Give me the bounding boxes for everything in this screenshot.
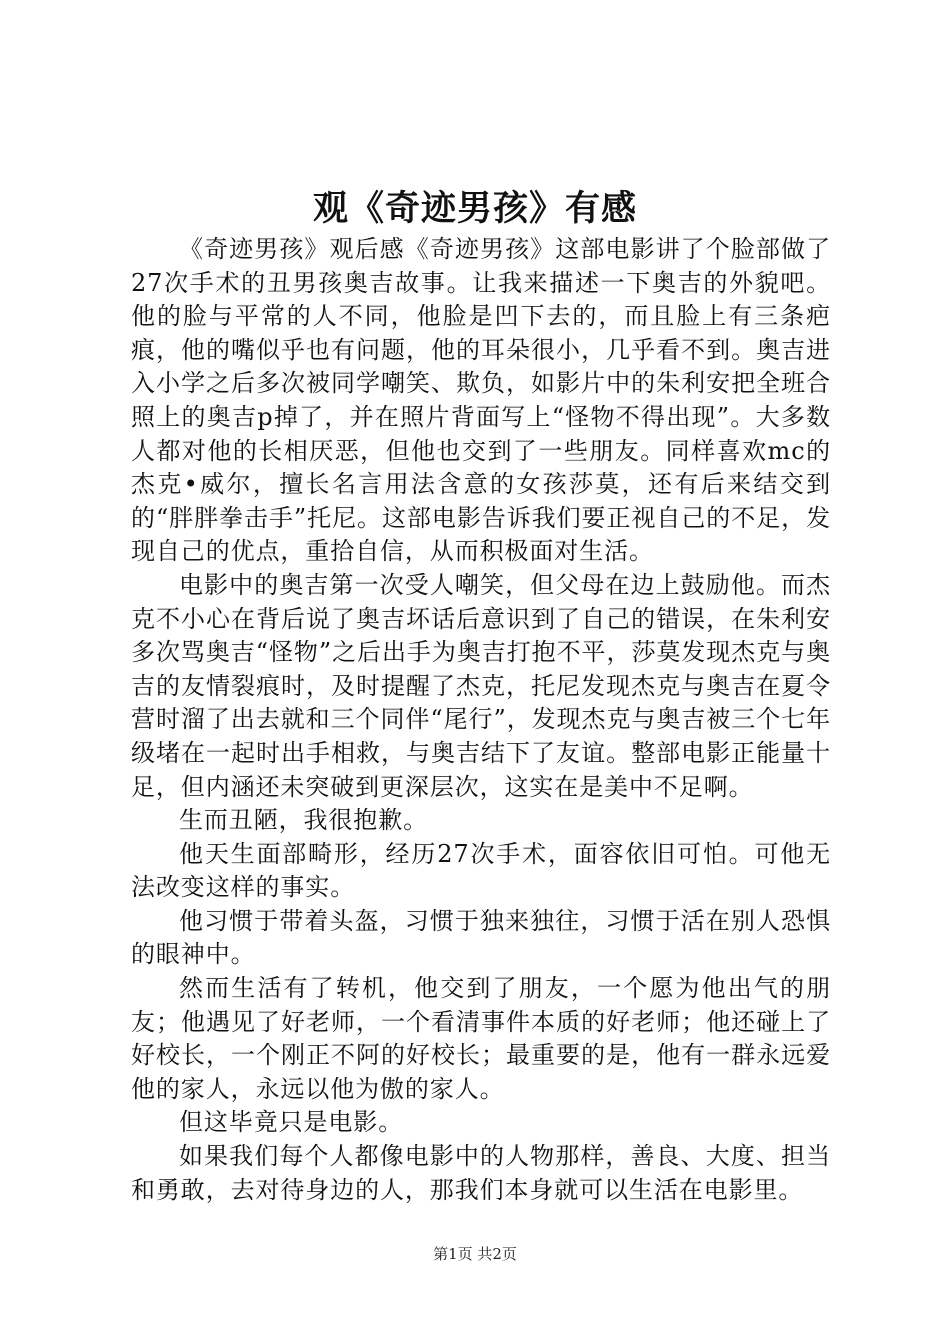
- paragraph-4: 他天生面部畸形，经历27次手术，面容依旧可怕。可他无法改变这样的事实。: [131, 839, 831, 902]
- paragraph-3: 生而丑陋，我很抱歉。: [179, 806, 428, 835]
- document-title: 观《奇迹男孩》有感: [312, 188, 637, 229]
- paragraph-2: 电影中的奥吉第一次受人嘲笑，但父母在边上鼓励他。而杰克不小心在背后说了奥吉坏话后意识到了自己的错误，在朱利安多次骂奥吉“怪物”之后出手为奥吉打抱不平，莎莫发现杰克与奥吉的友情裂痕时，及时提醒了杰克，托尼发现杰克与奥吉在夏令营时溜了出去就和三个同伴“尾行”，发现杰克与奥吉被三个七年级堵在一起时出手相救，与奥吉结下了友谊。整部电影正能量十足，但内涵还未突破到更深层次，这实在是美中不足啊。: [131, 570, 831, 801]
- paragraph-1: 《奇迹男孩》观后感《奇迹男孩》这部电影讲了个脸部做了27次手术的丑男孩奥吉故事。让我来描述一下奥吉的外貌吧。他的脸与平常的人不同，他脸是凹下去的，而且脸上有三条疤痕，他的嘴似乎也有问题，他的耳朵很小，几乎看不到。奥吉进入小学之后多次被同学嘲笑、欺负，如影片中的朱利安把全班合照上的奥吉p掉了，并在照片背面写上“怪物不得出现”。大多数人都对他的长相厌恶，但他也交到了一些朋友。同样喜欢mc的杰克•威尔，擅长名言用法含意的女孩莎莫，还有后来结交到的“胖胖拳击手”托尼。这部电影告诉我们要正视自己的不足，发现自己的优点，重拾自信，从而积极面对生活。: [131, 235, 831, 566]
- document-body: [131, 233, 831, 1207]
- paragraph-8: 如果我们每个人都像电影中的人物那样，善良、大度、担当和勇敢，去对待身边的人，那我们本身就可以生活在电影里。: [131, 1142, 831, 1204]
- paragraph-6: 然而生活有了转机，他交到了朋友，一个愿为他出气的朋友；他遇见了好老师，一个看清事件本质的好老师；他还碰上了好校长，一个刚正不阿的好校长；最重要的是，他有一群永远爱他的家人，永远以他为傲的家人。: [131, 974, 831, 1103]
- paragraph-7: 但这毕竟只是电影。: [179, 1108, 404, 1137]
- paragraph-5: 他习惯于带着头盔，习惯于独来独往，习惯于活在别人恐惧的眼神中。: [131, 906, 831, 969]
- page-number-footer: 第1页 共2页: [433, 1245, 517, 1263]
